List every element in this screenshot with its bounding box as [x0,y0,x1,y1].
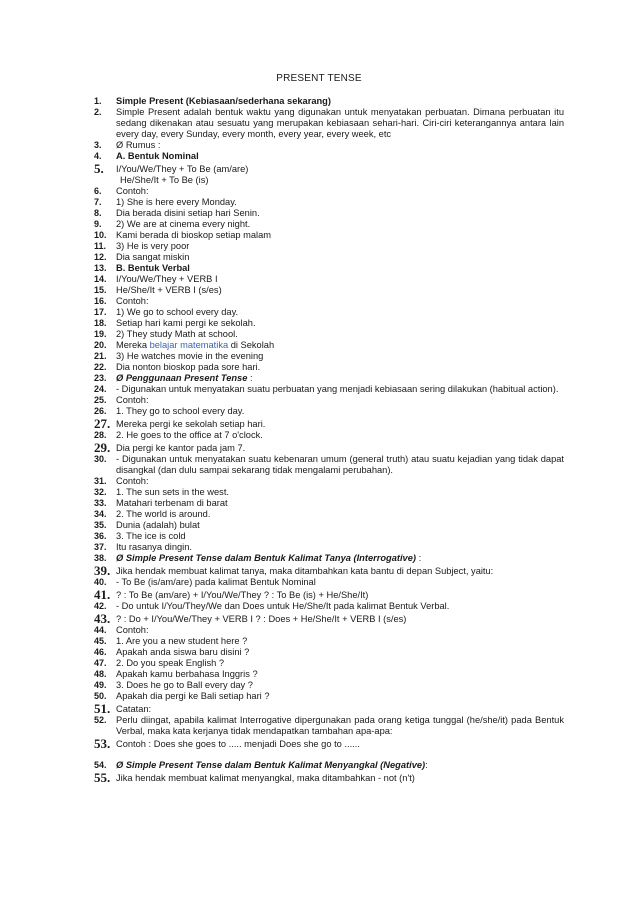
line-text-tail: : [247,373,253,383]
line-number: 39. [94,563,111,578]
line-text-main: Jika hendak membuat kalimat menyangkal, maka ditambahkan - not (n't) [116,773,415,783]
line-text [116,186,564,197]
document-line [94,161,564,176]
line-number: 11. [94,241,107,251]
line-text-main: Dia nonton bioskop pada sore hari. [116,362,261,372]
document-line [94,611,564,626]
line-text-main: I/You/We/They + VERB I [116,274,218,284]
line-text [116,241,564,252]
line-text [116,625,564,636]
document-line [94,296,564,307]
line-text [116,443,564,454]
document-line [94,274,564,285]
line-number: 40. [94,577,107,587]
line-text-tail: di Sekolah [228,340,275,350]
line-number: 8. [94,208,102,218]
line-number: 22. [94,362,107,372]
line-text-main: Simple Present adalah bentuk waktu yang digunakan untuk menyatakan perbuatan. Dimana perbuatan itu sedang dikenakan atau sesuatu yang merupakan kebiasaan sehari-hari. Ciri-ciri keterangannya antara lain every day, every Sunday, every month, every year, every week, etc [116,107,564,139]
line-number: 32. [94,487,107,497]
document-line [94,175,564,186]
document-line [94,647,564,658]
line-text-main: ? : Do + I/You/We/They + VERB I ? : Does + He/She/It + VERB I (s/es) [116,614,407,624]
line-number: 46. [94,647,107,657]
line-text-main: Apakah dia pergi ke Bali setiap hari ? [116,691,270,701]
document-line [94,406,564,417]
line-text-main: 1) We go to school every day. [116,307,239,317]
line-text-main: ? : To Be (am/are) + I/You/We/They ? : To Be (is) + He/She/It) [116,590,369,600]
line-number: 52. [94,715,107,725]
line-number: 42. [94,601,107,611]
document-line [94,285,564,296]
line-text-main: - Digunakan untuk menyatakan suatu kebenaran umum (general truth) atau suatu kejadian yang tidak dapat disangkal (dan dulu sampai sekarang tidak mengalami perubahan). [116,454,564,475]
line-text [116,406,564,417]
line-text-main: Dunia (adalah) bulat [116,520,200,530]
document-line [94,691,564,702]
line-number: 21. [94,351,107,361]
document-line [94,736,564,751]
line-number: 26. [94,406,107,416]
line-text [116,577,564,588]
line-number: 35. [94,520,107,530]
line-text [116,307,564,318]
line-text [116,373,564,384]
line-text-main: Ø Simple Present Tense dalam Bentuk Kalimat Menyangkal (Negative) [116,760,426,770]
line-number: 53. [94,736,111,751]
document-line [94,230,564,241]
line-text-main: Perlu diingat, apabila kalimat Interrogative dipergunakan pada orang ketiga tunggal (he/she/it) pada Bentuk Verbal, maka kata kerjanya tidak mendapatkan tambahan apa-apa: [116,715,564,736]
line-text [116,614,564,625]
line-text [116,773,564,784]
line-text [116,384,564,395]
line-number: 7. [94,197,102,207]
document-line [94,107,564,140]
numbered-lines [94,96,564,784]
document-line [94,329,564,340]
line-text [116,520,564,531]
document-line [94,601,564,612]
line-text-main: Jika hendak membuat kalimat tanya, maka ditambahkan kata bantu di depan Subject, yaitu: [116,566,494,576]
line-text [116,107,564,140]
line-text [116,329,564,340]
line-number: 4. [94,151,102,161]
document-line [94,542,564,553]
line-number: 54. [94,760,107,770]
line-text-main: Itu rasanya dingin. [116,542,192,552]
line-text-main: 2) They study Math at school. [116,329,238,339]
document-title: PRESENT TENSE [276,73,362,84]
line-number: 47. [94,658,107,668]
line-text [116,680,564,691]
document-line [94,430,564,441]
document-line [94,351,564,362]
line-text [116,531,564,542]
line-text-main: Contoh: [116,186,149,196]
line-text-main: 1. The sun sets in the west. [116,487,230,497]
line-number: 34. [94,509,107,519]
document-line [94,318,564,329]
line-text [116,553,564,564]
line-text [116,230,564,241]
line-text [116,669,564,680]
line-text-main: Contoh: [116,625,149,635]
line-number: 19. [94,329,107,339]
line-text-main: Ø Rumus : [116,140,161,150]
line-text-main: Dia pergi ke kantor pada jam 7. [116,443,246,453]
document-line [94,577,564,588]
line-text-main: A. Bentuk Nominal [116,151,199,161]
line-number: 12. [94,252,107,262]
line-text-main: Ø Simple Present Tense dalam Bentuk Kalimat Tanya (Interrogative) [116,553,416,563]
document-line [94,140,564,151]
line-number: 49. [94,680,107,690]
line-text-main: Simple Present (Kebiasaan/sederhana sekarang) [116,96,331,106]
line-text-main: Kami berada di bioskop setiap malam [116,230,272,240]
line-text [116,151,564,162]
line-text [116,739,564,750]
line-text [116,509,564,520]
line-number: 33. [94,498,107,508]
line-number: 17. [94,307,107,317]
line-text [116,274,564,285]
line-text [116,419,564,430]
line-number: 20. [94,340,107,350]
line-text-main: He/She/It + VERB I (s/es) [116,285,222,295]
document-line [94,197,564,208]
line-text [116,601,564,612]
line-number: 9. [94,219,102,229]
line-text-main: 3. The ice is cold [116,531,186,541]
line-number: 29. [94,440,111,455]
line-text-main: Matahari terbenam di barat [116,498,228,508]
line-text-main: Setiap hari kami pergi ke sekolah. [116,318,256,328]
line-text [116,658,564,669]
line-number: 23. [94,373,107,383]
document-line [94,263,564,274]
line-text-main: 2) We are at cinema every night. [116,219,251,229]
line-number: 13. [94,263,107,273]
document-line [94,563,564,578]
line-text-main: 2. He goes to the office at 7 o'clock. [116,430,263,440]
document-line [94,531,564,542]
line-number: 38. [94,553,107,563]
line-number: 44. [94,625,107,635]
line-text [116,140,564,151]
line-text [116,590,564,601]
document-line [94,487,564,498]
line-text [116,351,564,362]
line-number: 50. [94,691,107,701]
document-line [94,701,564,716]
line-number: 6. [94,186,102,196]
document-line [94,219,564,230]
document-line [94,373,564,384]
line-text-main: Apakah kamu berbahasa Inggris ? [116,669,258,679]
line-text-main: Dia berada disini setiap hari Senin. [116,208,260,218]
line-number: 30. [94,454,107,464]
line-text-main: Catatan: [116,704,152,714]
line-number: 41. [94,587,111,602]
inline-link[interactable]: belajar matematika [149,340,229,350]
document-line [94,454,564,476]
document-line [94,476,564,487]
line-number: 24. [94,384,107,394]
line-number: 27. [94,416,111,431]
line-number: 10. [94,230,107,240]
line-number: 37. [94,542,107,552]
line-text-main: 3) He is very poor [116,241,190,251]
line-text-main: Contoh: [116,476,149,486]
document-line [94,384,564,395]
line-text [116,566,564,577]
line-number: 14. [94,274,107,284]
line-number: 18. [94,318,107,328]
document-line [94,680,564,691]
line-text [116,647,564,658]
line-text-tail: : [416,553,422,563]
document-line [94,715,564,737]
line-number: 43. [94,611,111,626]
line-text [116,175,564,186]
document-line [94,636,564,647]
document-line [94,252,564,263]
document-line [94,151,564,162]
line-text-main: 1) She is here every Monday. [116,197,237,207]
line-text [116,362,564,373]
document-line [94,440,564,455]
document-line [94,587,564,602]
line-text-main: He/She/It + To Be (is) [120,175,209,185]
document-line [94,241,564,252]
line-text-main: 1. Are you a new student here ? [116,636,248,646]
line-text [116,208,564,219]
line-text [116,704,564,715]
line-text [116,454,564,476]
line-text [116,96,564,107]
line-number: 28. [94,430,107,440]
document-line [94,770,564,785]
line-text [116,197,564,208]
document-line [94,96,564,107]
line-text [116,715,564,737]
line-text-tail: : [425,760,428,770]
document-line [94,340,564,351]
line-text-main: 3. Does he go to Ball every day ? [116,680,253,690]
line-number: 36. [94,531,107,541]
line-text-main: Contoh : Does she goes to ..... menjadi Does she go to ...... [116,739,360,749]
line-number: 48. [94,669,107,679]
line-text-main: B. Bentuk Verbal [116,263,190,273]
document-line [94,520,564,531]
line-text-main: Apakah anda siswa baru disini ? [116,647,250,657]
line-text [116,395,564,406]
document-line [94,669,564,680]
line-text-main: Ø Penggunaan Present Tense [116,373,248,383]
line-number: 55. [94,770,111,785]
line-text [116,340,564,351]
line-text-main: I/You/We/They + To Be (am/are) [116,164,249,174]
document-line [94,760,564,771]
line-number: 51. [94,701,111,716]
line-text-main: Dia sangat miskin [116,252,190,262]
line-text [116,164,564,175]
line-number: 31. [94,476,107,486]
line-number: 1. [94,96,102,106]
line-text-main: 3) He watches movie in the evening [116,351,264,361]
document-line [94,625,564,636]
line-text [116,219,564,230]
line-number: 5. [94,161,104,176]
line-text [116,636,564,647]
line-text-main: 1. They go to school every day. [116,406,245,416]
document-line [94,498,564,509]
line-number: 2. [94,107,102,117]
line-text [116,285,564,296]
line-text [116,263,564,274]
line-text [116,430,564,441]
line-text [116,318,564,329]
line-text-main: Mereka [116,340,150,350]
line-text-main: 2. Do you speak English ? [116,658,225,668]
line-text-main: 2. The world is around. [116,509,211,519]
line-text-main: Mereka pergi ke sekolah setiap hari. [116,419,266,429]
document-line [94,186,564,197]
line-text-main: Contoh: [116,395,149,405]
line-text [116,476,564,487]
line-number: 45. [94,636,107,646]
line-text [116,760,564,771]
line-text-main: - To Be (is/am/are) pada kalimat Bentuk Nominal [116,577,316,587]
line-text-main: Contoh: [116,296,149,306]
line-text [116,691,564,702]
line-text-main: - Digunakan untuk menyatakan suatu perbuatan yang menjadi kebiasaan sering dilakukan (habitual action). [116,384,559,394]
document-line [94,395,564,406]
line-text [116,542,564,553]
line-text [116,487,564,498]
line-number: 3. [94,140,102,150]
document-line [94,416,564,431]
document-line [94,553,564,564]
line-text [116,296,564,307]
line-text [116,252,564,263]
line-number: 15. [94,285,107,295]
document-line [94,307,564,318]
document-line [94,658,564,669]
line-text [116,498,564,509]
document-line [94,509,564,520]
document-line [94,208,564,219]
line-text-main: - Do untuk I/You/They/We dan Does untuk He/She/It pada kalimat Bentuk Verbal. [116,601,450,611]
line-number: 25. [94,395,107,405]
line-number: 16. [94,296,107,306]
document-line [94,362,564,373]
